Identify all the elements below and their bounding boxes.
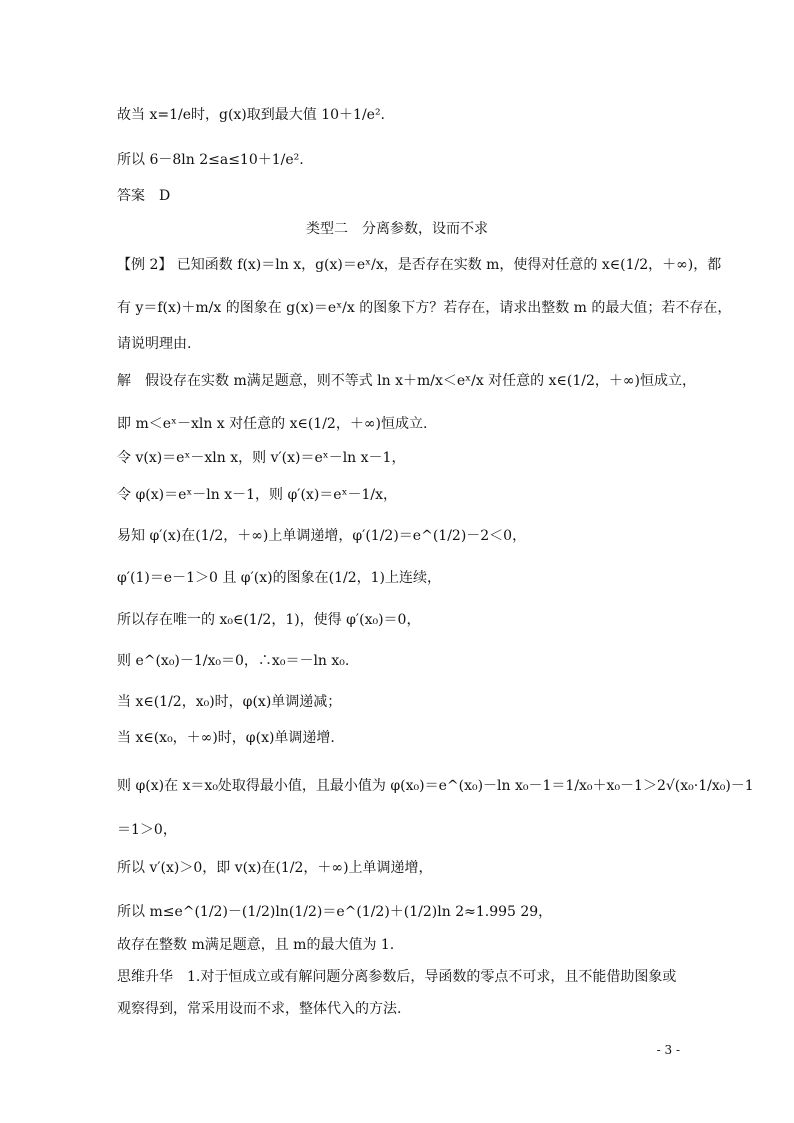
solution-line-9: 当 x∈(1/2，x₀)时，φ(x)单调递减； [117,694,342,710]
solution-line-12: ＝1＞0， [117,822,177,838]
page-number: - 3 - [656,1043,680,1057]
solution-line-4: 令 φ(x)＝eˣ－ln x－1，则 φ′(x)＝eˣ－1/x， [117,487,398,503]
solution-line-3: 令 v(x)＝eˣ－xln x，则 v′(x)＝eˣ－ln x－1， [117,450,406,466]
solution-line-11: 则 φ(x)在 x＝x₀处取得最小值，且最小值为 φ(x₀)＝e^(x₀)－ln x₀－1＝1/x₀＋x₀－1＞2√(x₀·1/x₀)－1 [117,778,754,794]
solution-line-15: 故存在整数 m满足题意，且 m的最大值为 1. [117,937,395,953]
example-line-1: 【例 2】 已知函数 f(x)＝ln x，g(x)＝eˣ/x，是否存在实数 m，使得对任意的 x∈(1/2，＋∞)，都 [117,257,722,273]
text-line-2: 所以 6－8ln 2≤a≤10＋1/e². [117,152,304,168]
section-title: 类型二 分离参数，设而不求 [306,221,488,237]
solution-line-5: 易知 φ′(x)在(1/2，＋∞)上单调递增，φ′(1/2)＝e^(1/2)－2＜0， [117,528,527,544]
solution-line-13: 所以 v′(x)＞0，即 v(x)在(1/2，＋∞)上单调递增， [117,860,433,876]
solution-line-2: 即 m＜eˣ－xln x 对任意的 x∈(1/2，＋∞)恒成立. [117,416,428,432]
solution-line-6: φ′(1)＝e－1＞0 且 φ′(x)的图象在(1/2，1)上连续， [117,570,441,586]
solution-line-1: 解 假设存在实数 m满足题意，则不等式 ln x＋m/x＜eˣ/x 对任意的 x∈(1/2，＋∞)恒成立， [117,373,697,389]
solution-line-10: 当 x∈(x₀，＋∞)时，φ(x)单调递增. [117,730,335,746]
summary-line-1: 思维升华 1.对于恒成立或有解问题分离参数后，导函数的零点不可求，且不能借助图象或 [117,969,677,985]
solution-line-8: 则 e^(x₀)－1/x₀＝0，∴x₀＝－ln x₀. [117,653,350,669]
text-line-1: 故当 x=1/e时，g(x)取到最大值 10＋1/e². [117,107,386,123]
solution-line-14: 所以 m≤e^(1/2)－(1/2)ln(1/2)＝e^(1/2)＋(1/2)ln 2≈1.995 29， [117,904,553,920]
text-line-answer: 答案 D [117,188,171,204]
solution-line-7: 所以存在唯一的 x₀∈(1/2，1)，使得 φ′(x₀)＝0， [117,612,421,628]
example-line-2: 有 y＝f(x)＋m/x 的图象在 g(x)＝eˣ/x 的图象下方？若存在，请求出整数 m 的最大值；若不存在， [117,300,732,316]
example-line-3: 请说明理由. [117,336,192,352]
summary-line-2: 观察得到，常采用设而不求，整体代入的方法. [117,1001,402,1017]
